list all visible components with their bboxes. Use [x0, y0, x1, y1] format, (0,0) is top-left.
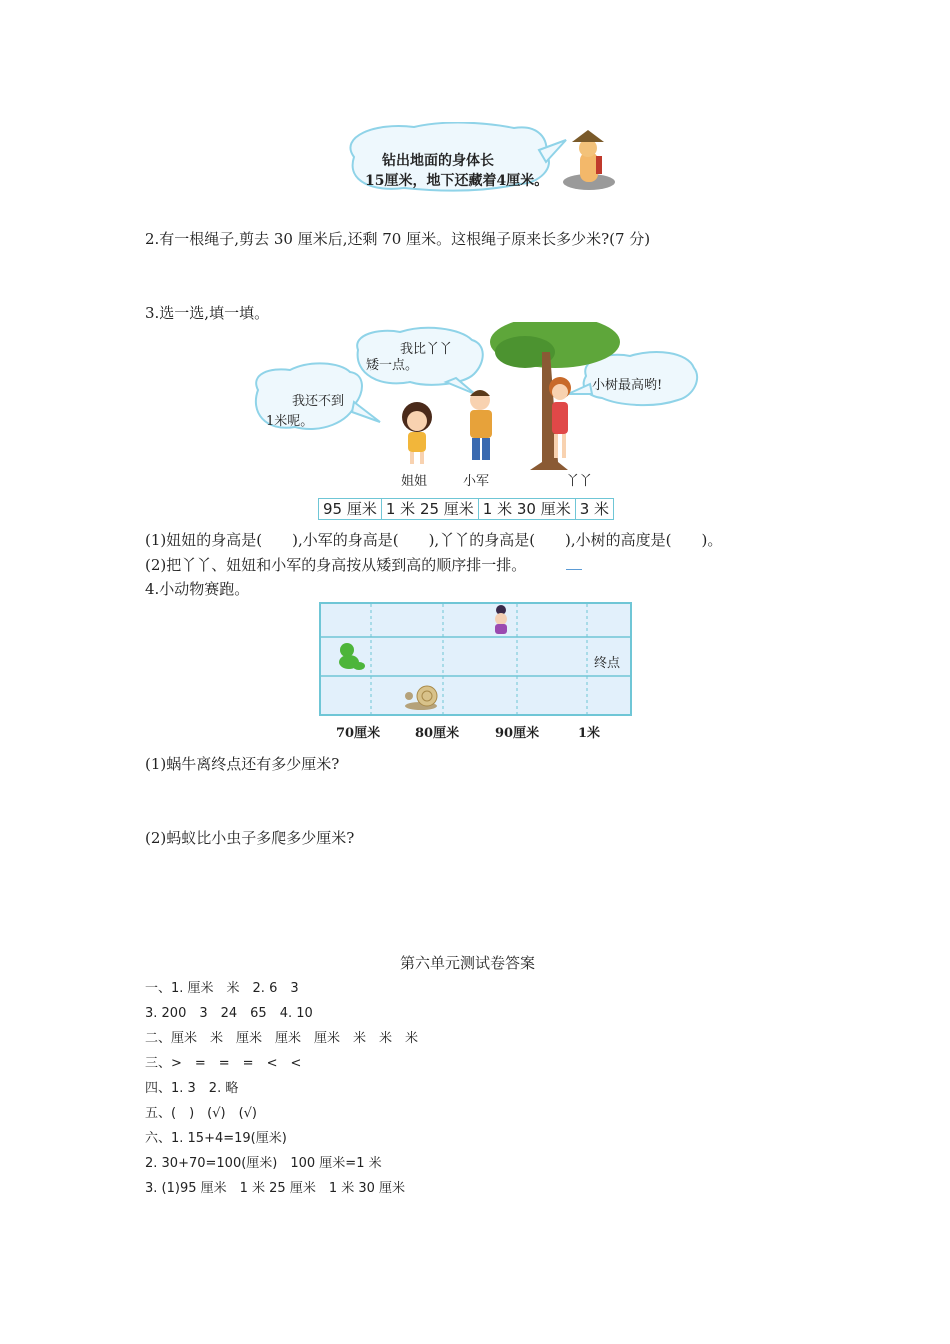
axis-label-1m: 1米 [578, 726, 601, 741]
girl-left-dress [408, 432, 426, 452]
name-yaya: 丫丫 [566, 474, 593, 489]
answer-blank-line [566, 569, 582, 570]
question-2: 2.有一根绳子,剪去 30 厘米后,还剩 70 厘米。这根绳子原来长多少米?(7 分) [145, 230, 651, 248]
bubble-left-line2: 1米呢。 [266, 414, 314, 429]
question-3-sub1: (1)妞妞的身高是( ),小军的身高是( ),丫丫的身高是( ),小树的高度是( )。 [145, 531, 723, 549]
question-3-sub2: (2)把丫丫、妞妞和小军的身高按从矮到高的顺序排一排。 [145, 556, 527, 574]
question-4-sub1: (1)蜗牛离终点还有多少厘米? [145, 755, 340, 773]
axis-label-70cm: 70厘米 [336, 726, 381, 741]
answer-line-5: 四、1. 3 2. 略 [145, 1081, 239, 1096]
finish-label: 终点 [594, 656, 621, 671]
bubble-mid-line1: 我比丫丫 [400, 342, 453, 357]
answer-line-4: 三、> = = = < < [145, 1056, 302, 1071]
option-1m25cm: 1 米 25 厘米 [382, 498, 479, 520]
race-grid-svg [319, 602, 632, 716]
girl-right-dress [552, 402, 568, 434]
answers-title: 第六单元测试卷答案 [400, 954, 536, 972]
bubble-mid-line2: 矮一点。 [366, 358, 419, 373]
axis-label-90cm: 90厘米 [495, 726, 540, 741]
answer-line-2: 3. 200 3 24 65 4. 10 [145, 1006, 313, 1021]
height-options [318, 498, 614, 520]
name-xiaojun: 小军 [463, 474, 490, 489]
answer-line-3: 二、厘米 米 厘米 厘米 厘米 米 米 米 [145, 1031, 419, 1046]
axis-label-80cm: 80厘米 [415, 726, 460, 741]
race-grid [319, 602, 632, 716]
answer-line-8: 2. 30+70=100(厘米) 100 厘米=1 米 [145, 1156, 382, 1171]
worm-bubble-line1: 钻出地面的身体长 [382, 153, 494, 169]
answer-line-6: 五、( ) (√) (√) [145, 1106, 257, 1121]
boy-jacket [470, 410, 492, 438]
option-95cm: 95 厘米 [318, 498, 382, 520]
name-jiejie: 姐姐 [401, 474, 428, 489]
question-4-title: 4.小动物赛跑。 [145, 580, 250, 598]
worm-bubble-line2: 15厘米，地下还藏着4厘米。 [365, 173, 549, 189]
bubble-left-line1: 我还不到 [292, 394, 345, 409]
option-3m: 3 米 [576, 498, 614, 520]
answer-line-9: 3. (1)95 厘米 1 米 25 厘米 1 米 30 厘米 [145, 1181, 406, 1196]
answer-line-7: 六、1. 15+4=19(厘米) [145, 1131, 287, 1146]
option-1m30cm: 1 米 30 厘米 [479, 498, 576, 520]
bubble-right-text: 小树最高哟! [592, 378, 663, 393]
answer-line-1: 一、1. 厘米 米 2. 6 3 [145, 981, 299, 996]
question-4-sub2: (2)蚂蚁比小虫子多爬多少厘米? [145, 829, 355, 847]
question-3-title: 3.选一选,填一填。 [145, 304, 270, 322]
ant-icon [495, 605, 507, 634]
